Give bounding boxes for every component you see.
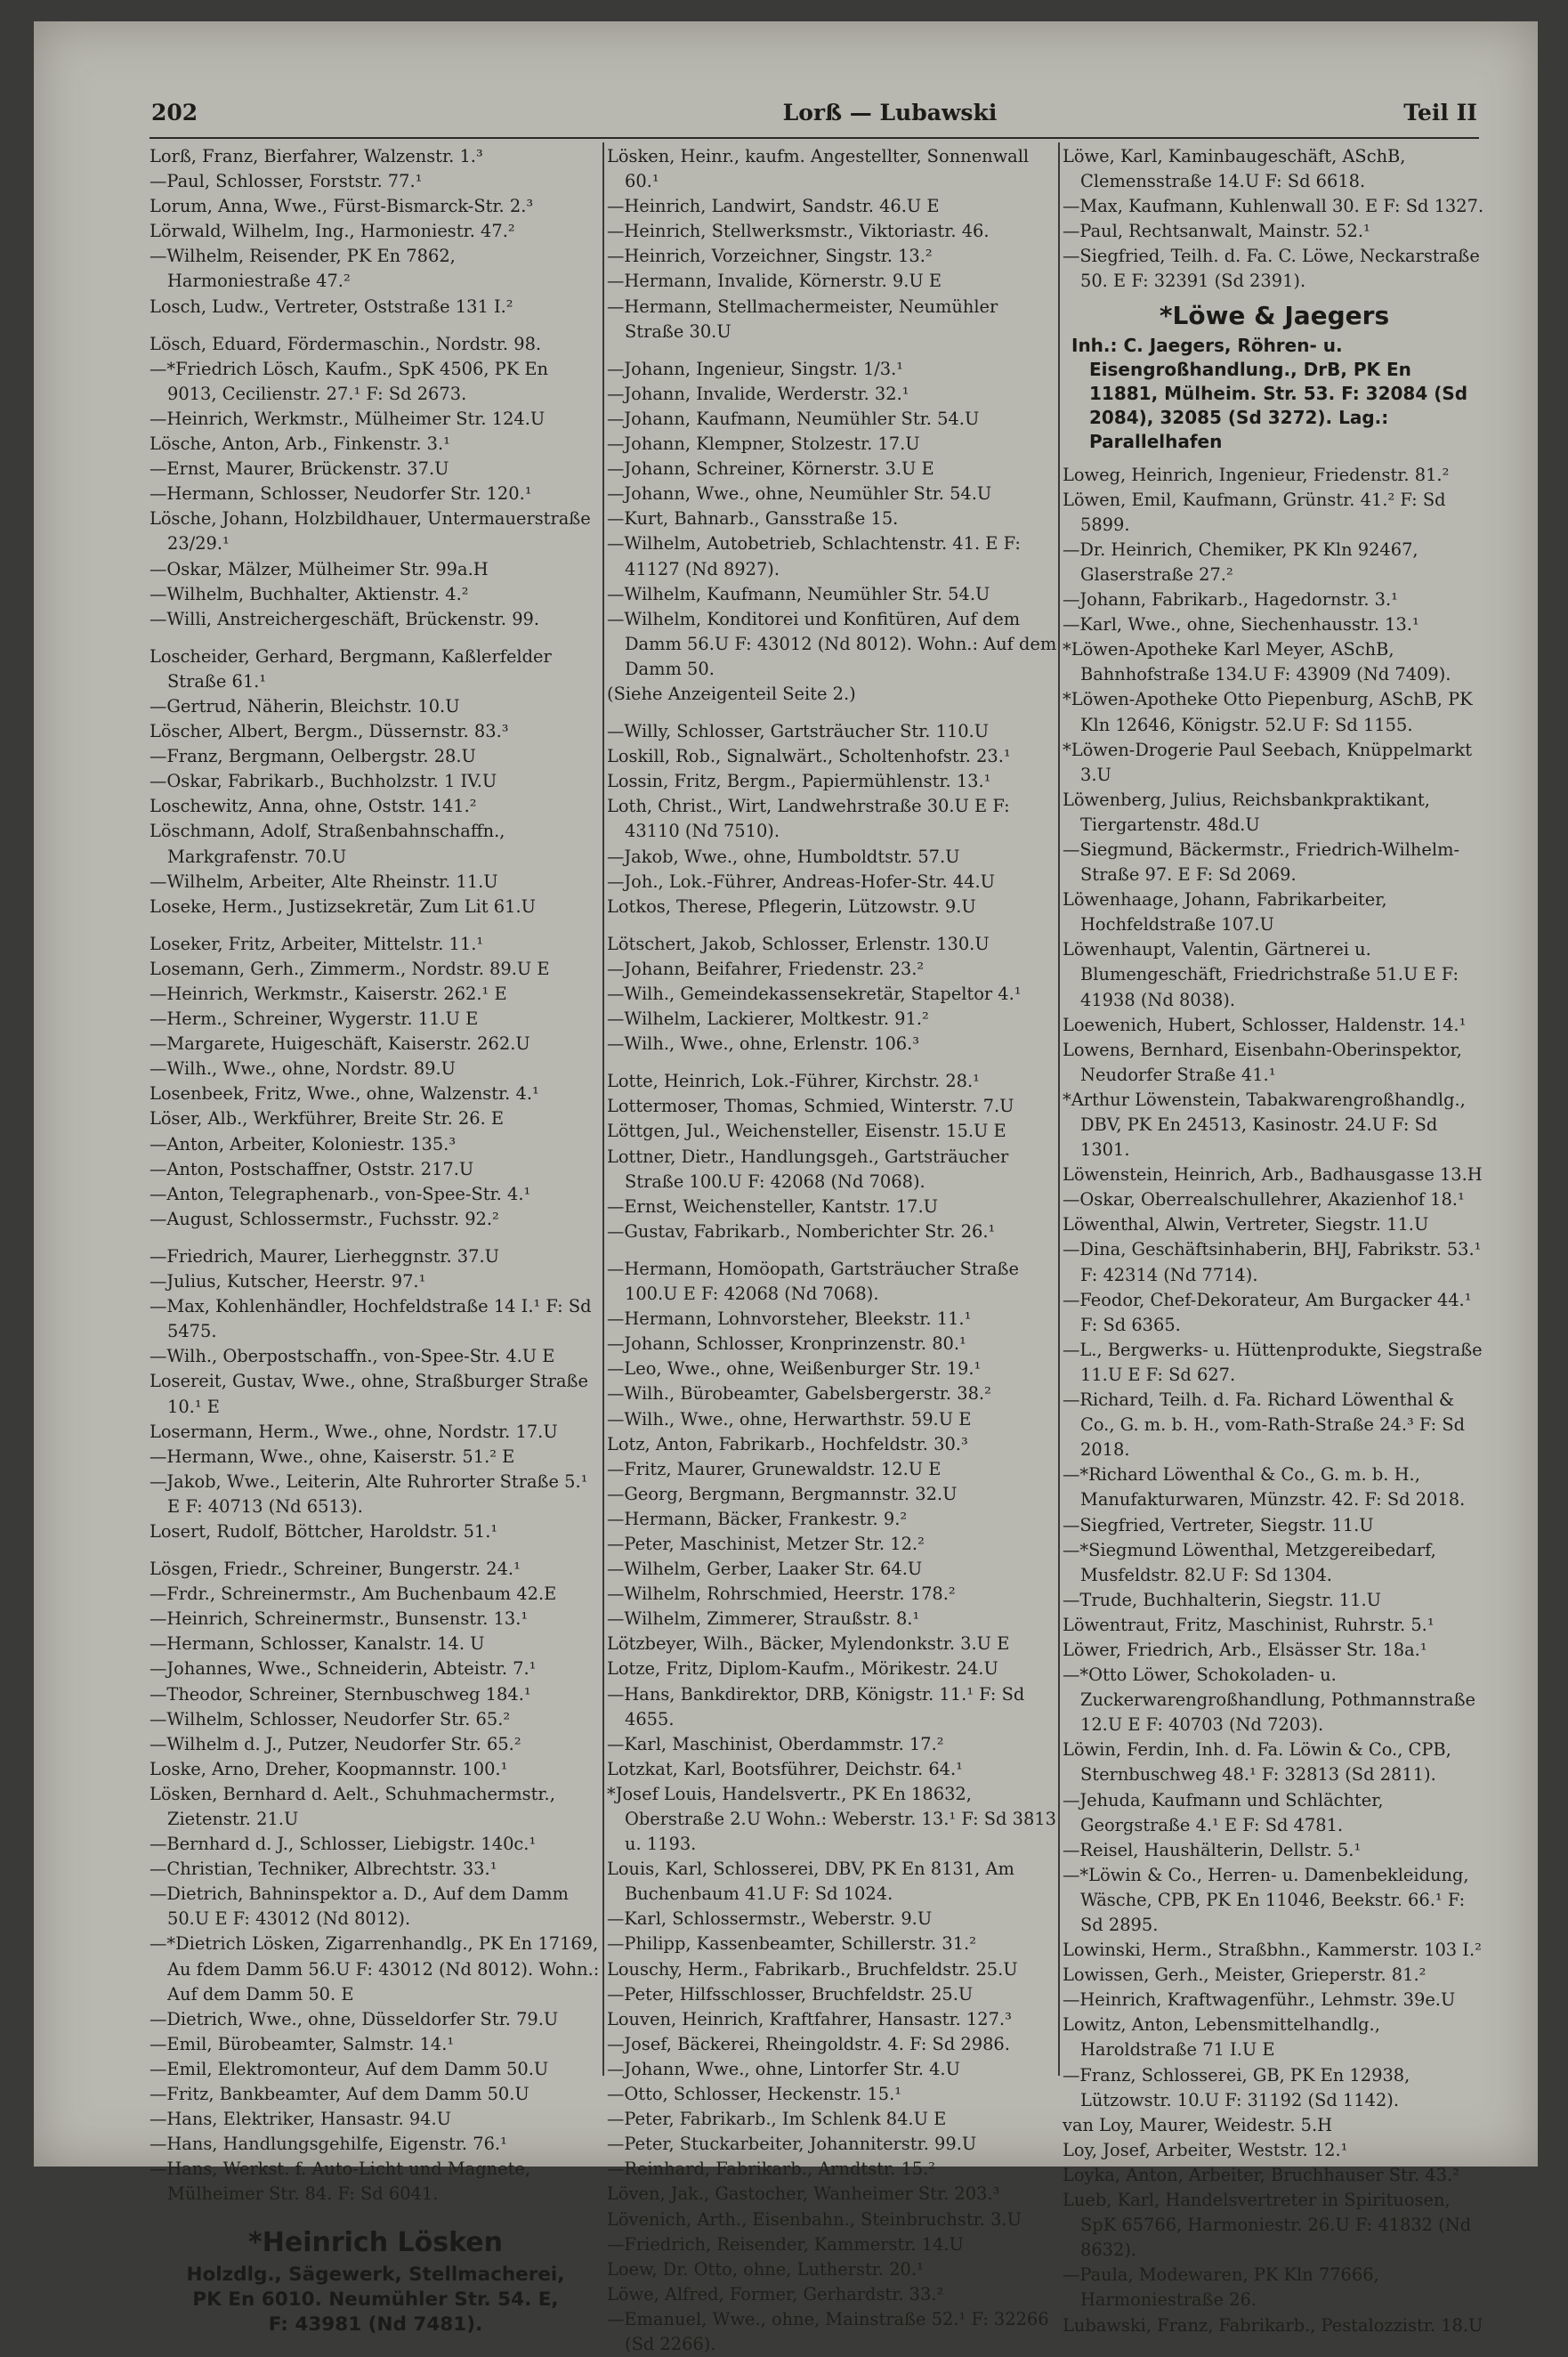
directory-entry: Loseker, Fritz, Arbeiter, Mittelstr. 11.¹: [150, 933, 484, 954]
directory-entry: —Wilhelm, Buchhalter, Aktienstr. 4.²: [150, 583, 469, 604]
directory-entry: —*Friedrich Lösch, Kaufm., SpK 4506, PK En 9013, Cecilienstr. 27.¹ F: Sd 2673.: [150, 358, 549, 404]
directory-entry: Loyka, Anton, Arbeiter, Bruchhauser Str. 43.²: [1063, 2164, 1459, 2185]
directory-entry: Lösche, Anton, Arb., Finkenstr. 3.¹: [150, 433, 450, 455]
directory-entry: —Wilhelm, Gerber, Laaker Str. 64.U: [607, 1559, 923, 1580]
directory-entry: Löwer, Friedrich, Arb., Elsässer Str. 18a.¹: [1063, 1639, 1427, 1660]
advert-title: *Löwe & Jaegers: [1159, 300, 1390, 330]
directory-entry: —Wilh., Gemeindekassensekretär, Stapeltor 4.¹: [607, 984, 1022, 1004]
directory-entry: Loscheider, Gerhard, Bergmann, Kaßlerfelder Straße 61.¹: [150, 645, 552, 692]
directory-entry: —Wilhelm, Rohrschmied, Heerstr. 178.²: [607, 1583, 956, 1605]
directory-entry: Losenbeek, Fritz, Wwe., ohne, Walzenstr. 4.¹: [150, 1083, 539, 1105]
directory-entry: —Jakob, Wwe., Leiterin, Alte Ruhrorter Straße 5.¹ E F: 40713 (Nd 6513).: [150, 1470, 588, 1517]
directory-entry: —Johann, Klempner, Stolzestr. 17.U: [607, 433, 920, 455]
entry-gap: [150, 919, 602, 932]
advert-title: *Heinrich Lösken: [248, 2226, 503, 2258]
entry-gap: [607, 919, 1059, 932]
directory-entry: —Julius, Kutscher, Heerstr. 97.¹: [150, 1271, 426, 1292]
advert-line: F: 43981 (Nd 7481).: [268, 2312, 483, 2336]
directory-entry: Lorß, Franz, Bierfahrer, Walzenstr. 1.³: [150, 146, 483, 166]
directory-entry: Lorum, Anna, Wwe., Fürst-Bismarck-Str. 2.³: [150, 196, 534, 217]
directory-entry: Lotzkat, Karl, Bootsführer, Deichstr. 64.¹: [607, 1758, 963, 1779]
entry-gap: [150, 1232, 602, 1244]
directory-entry: Löwenberg, Julius, Reichsbankpraktikant, Tiergartenstr. 48d.U: [1063, 789, 1430, 835]
directory-entry: Löwe, Karl, Kaminbaugeschäft, ASchB, Clemensstraße 14.U F: Sd 6618.: [1063, 146, 1406, 192]
directory-entry: —Bernhard d. J., Schlosser, Liebigstr. 140c.¹: [150, 1834, 537, 1855]
directory-entry: Löwenhaage, Johann, Fabrikarbeiter, Hochfeldstraße 107.U: [1063, 889, 1387, 936]
directory-entry: —Hermann, Lohnvorsteher, Bleekstr. 11.¹: [607, 1308, 972, 1330]
directory-entry: —Jehuda, Kaufmann und Schlächter, Georgstraße 4.¹ E F: Sd 4781.: [1063, 1789, 1384, 1835]
directory-entry: —Peter, Fabrikarb., Im Schlenk 84.U E: [607, 2109, 947, 2130]
directory-entry: —Oskar, Mälzer, Mülheimer Str. 99a.H: [150, 558, 489, 579]
directory-entry: —*Siegmund Löwenthal, Metzgereibedarf, Musfeldstr. 82.U F: Sd 1304.: [1063, 1539, 1436, 1585]
directory-entry: Löwenhaupt, Valentin, Gärtnerei u. Blumengeschäft, Friedrichstraße 51.U E F: 41938 (Nd 8038).: [1063, 939, 1459, 1010]
directory-entry: —Wilhelm, Schlosser, Neudorfer Str. 65.²: [150, 1708, 511, 1729]
directory-entry: —Reinhard, Fabrikarb., Arndtstr. 15.²: [607, 2159, 936, 2180]
directory-entry: Lösken, Bernhard d. Aelt., Schuhmachermstr., Zietenstr. 21.U: [150, 1783, 555, 1829]
directory-entry: —Richard, Teilh. d. Fa. Richard Löwenthal & Co., G. m. b. H., vom-Rath-Straße 24.³ F: Sd 2018.: [1063, 1389, 1466, 1461]
directory-entry: —Anton, Arbeiter, Koloniestr. 135.³: [150, 1133, 457, 1154]
directory-entry: Lotze, Fritz, Diplom-Kaufm., Mörikestr. 24.U: [607, 1658, 998, 1680]
page-header: [151, 100, 1477, 135]
directory-entry: —Siegmund, Bäckermstr., Friedrich-Wilhelm-Straße 97. E F: Sd 2069.: [1063, 838, 1460, 886]
directory-entry: —Herm., Schreiner, Wygerstr. 11.U E: [150, 1008, 479, 1030]
directory-entry: —Heinrich, Werkmstr., Kaiserstr. 262.¹ E: [150, 984, 507, 1004]
directory-entry: Louis, Karl, Schlosserei, DBV, PK En 8131, Am Buchenbaum 41.U F: Sd 1024.: [607, 1859, 1014, 1905]
directory-entry: —Max, Kohlenhändler, Hochfeldstraße 14 I.¹ F: Sd 5475.: [150, 1296, 592, 1342]
directory-entry: Löwen, Emil, Kaufmann, Grünstr. 41.² F: Sd 5899.: [1063, 489, 1446, 535]
directory-entry: Louven, Heinrich, Kraftfahrer, Hansastr. 127.³: [607, 2008, 1012, 2029]
directory-entry: Lövenich, Arth., Eisenbahn., Steinbruchstr. 3.U: [607, 2208, 1022, 2230]
directory-entry: Losereit, Gustav, Wwe., ohne, Straßburger Straße 10.¹ E: [150, 1371, 588, 1417]
directory-entry: —Johann, Schlosser, Kronprinzenstr. 80.¹: [607, 1333, 966, 1355]
directory-entry: —August, Schlossermstr., Fuchsstr. 92.²: [150, 1208, 499, 1229]
directory-entry: Löscher, Albert, Bergm., Düssernstr. 83.³: [150, 721, 509, 742]
directory-entry: —Wilhelm, Autobetrieb, Schlachtenstr. 41. E F: 41127 (Nd 8927).: [607, 533, 1021, 579]
directory-entry: —Christian, Techniker, Albrechtstr. 33.¹: [150, 1859, 497, 1880]
directory-entry: Löschmann, Adolf, Straßenbahnschaffn., Markgrafenstr. 70.U: [150, 821, 505, 867]
directory-entry: —Paul, Schlosser, Forststr. 77.¹: [150, 171, 423, 192]
page-title: Lorß — Lubawski: [782, 100, 998, 126]
directory-entry: Lösche, Johann, Holzbildhauer, Untermauerstraße 23/29.¹: [150, 508, 591, 555]
directory-entry: Lotkos, Therese, Pflegerin, Lützowstr. 9.U: [607, 895, 976, 917]
directory-entry: —Wilh., Wwe., ohne, Herwarthstr. 59.U E: [607, 1408, 972, 1430]
directory-entry: —Heinrich, Schreinermstr., Bunsenstr. 13.¹: [150, 1608, 529, 1630]
directory-entry: —Siegfried, Vertreter, Siegstr. 11.U: [1063, 1514, 1374, 1535]
directory-entry: —Wilhelm d. J., Putzer, Neudorfer Str. 65.²: [150, 1733, 521, 1754]
directory-entry: —Margarete, Huigeschäft, Kaiserstr. 262.U: [150, 1033, 530, 1055]
directory-entry: —Friedrich, Reisender, Kammerstr. 14.U: [607, 2233, 964, 2255]
directory-entry: Louschy, Herm., Fabrikarb., Bruchfeldstr. 25.U: [607, 1958, 1018, 1980]
directory-entry: —Willy, Schlosser, Gartsträucher Str. 110.U: [607, 721, 990, 742]
advert-heinrich-losken: [150, 2223, 602, 2337]
directory-entry: —Hermann, Stellmachermeister, Neumühler Straße 30.U: [607, 296, 998, 342]
directory-entry: —*Dietrich Lösken, Zigarrenhandlg., PK En 17169, Au fdem Damm 56.U F: 43012 (Nd 8012). Wohn.: Auf dem Damm 50. E: [150, 1933, 600, 2005]
column-2: [607, 144, 1059, 2354]
directory-entry: Lörwald, Wilhelm, Ing., Harmoniestr. 47.²: [150, 221, 515, 242]
directory-entry: —Dietrich, Wwe., ohne, Düsseldorfer Str. 79.U: [150, 2008, 559, 2029]
directory-entry: —Wilhelm, Kaufmann, Neumühler Str. 54.U: [607, 583, 990, 604]
directory-entry: *Josef Louis, Handelsvertr., PK En 18632, Oberstraße 2.U Wohn.: Weberstr. 13.¹ F: Sd 3813 u. 1193.: [607, 1783, 1056, 1855]
directory-entry: —Peter, Maschinist, Metzer Str. 12.²: [607, 1533, 925, 1554]
directory-entry: —Dina, Geschäftsinhaberin, BHJ, Fabrikstr. 53.¹ F: 42314 (Nd 7714).: [1063, 1239, 1482, 1285]
directory-entry: Lösken, Heinr., kaufm. Angestellter, Sonnenwall 60.¹: [607, 146, 1030, 192]
directory-entry: *Arthur Löwenstein, Tabakwarengroßhandlg., DBV, PK En 24513, Kasinostr. 24.U F: Sd 1301.: [1063, 1089, 1466, 1161]
page-number: 202: [151, 100, 198, 126]
directory-entry: —Paula, Modewaren, PK Kln 77666, Harmoniestraße 26.: [1063, 2264, 1379, 2311]
directory-entry: —Wilh., Oberpostschaffn., von-Spee-Str. 4.U E: [150, 1346, 555, 1367]
directory-entry: —Otto, Schlosser, Heckenstr. 15.¹: [607, 2084, 902, 2105]
entry-gap: [150, 1544, 602, 1557]
directory-entry: —Heinrich, Landwirt, Sandstr. 46.U E: [607, 196, 940, 217]
directory-entry: —Hermann, Bäcker, Frankestr. 9.²: [607, 1508, 908, 1529]
directory-entry: Lötzbeyer, Wilh., Bäcker, Mylendonkstr. 3.U E: [607, 1633, 1010, 1655]
directory-entry: —Wilhelm, Zimmerer, Straußstr. 8.¹: [607, 1608, 920, 1630]
directory-entry: —Wilh., Bürobeamter, Gabelsbergerstr. 38.²: [607, 1383, 991, 1405]
directory-entry: —Heinrich, Werkmstr., Mülheimer Str. 124.U: [150, 408, 546, 429]
directory-entry: —Feodor, Chef-Dekorateur, Am Burgacker 44.¹ F: Sd 6365.: [1063, 1289, 1472, 1335]
directory-entry: Löwe, Alfred, Former, Gerhardstr. 33.²: [607, 2283, 944, 2304]
directory-entry: Lowinski, Herm., Straßbhn., Kammerstr. 103 I.²: [1063, 1940, 1482, 1961]
column-3-entries: [1063, 463, 1486, 2338]
directory-entry: —Johann, Ingenieur, Singstr. 1/3.¹: [607, 358, 904, 379]
directory-entry: Löwin, Ferdin, Inh. d. Fa. Löwin & Co., CPB, Sternbuschweg 48.¹ F: 32813 (Sd 2811).: [1063, 1739, 1451, 1786]
directory-entry: Lueb, Karl, Handelsvertreter in Spirituosen, SpK 65766, Harmoniestr. 26.U F: 41832 (Nd 8632).: [1063, 2190, 1472, 2261]
entry-gap: [607, 344, 1059, 357]
directory-entry: —Josef, Bäckerei, Rheingoldstr. 4. F: Sd 2986.: [607, 2033, 1010, 2054]
directory-entry: —Hermann, Homöopath, Gartsträucher Straße 100.U E F: 42068 (Nd 7068).: [607, 1258, 1019, 1305]
directory-entry: —Johann, Schreiner, Körnerstr. 3.U E: [607, 458, 934, 480]
directory-entry: Löwenstein, Heinrich, Arb., Badhausgasse 13.H: [1063, 1164, 1483, 1186]
directory-entry: —Fritz, Bankbeamter, Auf dem Damm 50.U: [150, 2084, 529, 2105]
directory-entry: —Johann, Fabrikarb., Hagedornstr. 3.¹: [1063, 589, 1398, 611]
directory-entry: —Hermann, Schlosser, Kanalstr. 14. U: [150, 1633, 485, 1655]
directory-entry: Loew, Dr. Otto, ohne, Lutherstr. 20.¹: [607, 2258, 924, 2280]
directory-entry: Losert, Rudolf, Böttcher, Haroldstr. 51.¹: [150, 1520, 498, 1542]
directory-entry: Lösgen, Friedr., Schreiner, Bungerstr. 24.¹: [150, 1559, 521, 1580]
page-part: Teil II: [1403, 100, 1477, 126]
directory-entry: —Emil, Bürobeamter, Salmstr. 14.¹: [150, 2033, 455, 2054]
directory-entry: —Karl, Maschinist, Oberdammstr. 17.²: [607, 1733, 944, 1754]
directory-entry: Loth, Christ., Wirt, Landwehrstraße 30.U E F: 43110 (Nd 7510).: [607, 796, 1010, 842]
directory-entry: Lotte, Heinrich, Lok.-Führer, Kirchstr. 28.¹: [607, 1071, 980, 1092]
directory-entry: Losermann, Herm., Wwe., ohne, Nordstr. 17.U: [150, 1421, 558, 1442]
directory-entry: —Johann, Beifahrer, Friedenstr. 23.²: [607, 958, 925, 979]
directory-entry: —Hans, Handlungsgehilfe, Eigenstr. 76.¹: [150, 2134, 507, 2155]
directory-entry: —Emil, Elektromonteur, Auf dem Damm 50.U: [150, 2058, 549, 2079]
directory-entry: Loweg, Heinrich, Ingenieur, Friedenstr. 81.²: [1063, 464, 1450, 485]
directory-entry: —Gustav, Fabrikarb., Nomberichter Str. 26.¹: [607, 1220, 996, 1242]
directory-entry: —Kurt, Bahnarb., Gansstraße 15.: [607, 508, 899, 530]
directory-entry: —Heinrich, Stellwerksmstr., Viktoriastr. 46.: [607, 221, 990, 242]
directory-entry: —Heinrich, Vorzeichner, Singstr. 13.²: [607, 246, 933, 267]
directory-entry: Loy, Josef, Arbeiter, Weststr. 12.¹: [1063, 2139, 1348, 2160]
directory-entry: Lossin, Fritz, Bergm., Papiermühlenstr. 13.¹: [607, 771, 991, 792]
directory-entry: Lowitz, Anton, Lebensmittelhandlg., Haroldstraße 71 I.U E: [1063, 2014, 1380, 2061]
directory-entry: —Anton, Postschaffner, Oststr. 217.U: [150, 1158, 474, 1179]
directory-entry: —Theodor, Schreiner, Sternbuschweg 184.¹: [150, 1683, 531, 1705]
directory-entry: —Fritz, Maurer, Grunewaldstr. 12.U E: [607, 1458, 942, 1479]
directory-entry: —Johann, Wwe., ohne, Neumühler Str. 54.U: [607, 483, 992, 505]
directory-entry: —Wilhelm, Arbeiter, Alte Rheinstr. 11.U: [150, 871, 498, 892]
directory-entry: —Leo, Wwe., ohne, Weißenburger Str. 19.¹: [607, 1358, 982, 1380]
directory-entry: Löser, Alb., Werkführer, Breite Str. 26. E: [150, 1108, 505, 1130]
directory-entry: —Willi, Anstreichergeschäft, Brückenstr. 99.: [150, 608, 540, 629]
directory-entry: —L., Bergwerks- u. Hüttenprodukte, Siegstraße 11.U E F: Sd 627.: [1063, 1339, 1483, 1385]
directory-entry: —*Richard Löwenthal & Co., G. m. b. H., Manufakturwaren, Münzstr. 42. F: Sd 2018.: [1063, 1464, 1466, 1511]
directory-entry: —Ernst, Maurer, Brückenstr. 37.U: [150, 458, 449, 480]
entry-gap: [150, 320, 602, 332]
column-1: [150, 144, 602, 2336]
directory-entry: —Wilhelm, Reisender, PK En 7862, Harmoniestraße 47.²: [150, 246, 456, 292]
directory-entry: —Wilh., Wwe., ohne, Nordstr. 89.U: [150, 1058, 457, 1080]
column-2-entries: [607, 144, 1059, 2357]
column-3-entries-top: [1063, 144, 1486, 295]
directory-entry: *Löwen-Drogerie Paul Seebach, Knüppelmarkt 3.U: [1063, 739, 1473, 785]
directory-entry: Löttgen, Jul., Weichensteller, Eisenstr. 15.U E: [607, 1121, 1006, 1142]
entry-gap: [607, 1244, 1059, 1257]
directory-entry: Lottermoser, Thomas, Schmied, Winterstr. 7.U: [607, 1096, 1014, 1117]
directory-entry: —Karl, Wwe., ohne, Siechenhausstr. 13.¹: [1063, 614, 1419, 636]
directory-entry: —Georg, Bergmann, Bergmannstr. 32.U: [607, 1483, 958, 1504]
directory-entry: —Peter, Stuckarbeiter, Johanniterstr. 99.U: [607, 2134, 977, 2155]
directory-entry: —*Otto Löwer, Schokoladen- u. Zuckerwarengroßhandlung, Pothmannstraße 12.U E F: 40703 (Nd 7203).: [1063, 1664, 1476, 1736]
directory-entry: —Jakob, Wwe., ohne, Humboldtstr. 57.U: [607, 846, 960, 867]
directory-entry: —Hans, Werkst. f. Auto-Licht und Magnete, Mülheimer Str. 84. F: Sd 6041.: [150, 2159, 531, 2205]
directory-entry: —Hans, Elektriker, Hansastr. 94.U: [150, 2109, 452, 2130]
advert-lowe-jaegers: [1063, 298, 1486, 454]
directory-entry: —Franz, Bergmann, Oelbergstr. 28.U: [150, 746, 476, 767]
directory-entry: —Frdr., Schreinermstr., Am Buchenbaum 42.E: [150, 1583, 557, 1605]
directory-entry: —Johannes, Wwe., Schneiderin, Abteistr. 7.¹: [150, 1658, 537, 1680]
column-3: [1063, 144, 1486, 2336]
advert-line: Inh.: C. Jaegers, Röhren- u. Eisengroßhandlung., DrB, PK En 11881, Mülheim. Str. 53. F: 32084 (Sd 2084), 32085 (Sd 3272). Lag.: Parallelhafen: [1071, 334, 1468, 452]
directory-entry: Loseke, Herm., Justizsekretär, Zum Lit 61.U: [150, 895, 536, 917]
directory-entry: Lottner, Dietr., Handlungsgeh., Gartsträucher Straße 100.U F: 42068 (Nd 7068).: [607, 1146, 1009, 1192]
entry-gap: [150, 632, 602, 644]
directory-entry: Losemann, Gerh., Zimmerm., Nordstr. 89.U E: [150, 958, 550, 979]
directory-entry: —Emanuel, Wwe., ohne, Mainstraße 52.¹ F: 32266 (Sd 2266).: [607, 2308, 1049, 2354]
directory-entry: —Heinrich, Kraftwagenführ., Lehmstr. 39e.U: [1063, 1989, 1456, 2011]
directory-entry: —Wilhelm, Konditorei und Konfitüren, Auf dem Damm 56.U F: 43012 (Nd 8012). Wohn.: Auf dem Damm 50.: [607, 608, 1057, 679]
column-1-entries: [150, 144, 602, 2207]
directory-entry: Löwenthal, Alwin, Vertreter, Siegstr. 11.U: [1063, 1214, 1429, 1235]
directory-entry: —Gertrud, Näherin, Bleichstr. 10.U: [150, 695, 460, 717]
directory-entry: —Hermann, Wwe., ohne, Kaiserstr. 51.² E: [150, 1446, 515, 1467]
directory-entry: (Siehe Anzeigenteil Seite 2.): [607, 683, 856, 704]
directory-entry: Löven, Jak., Gastocher, Wanheimer Str. 203.³: [607, 2183, 1000, 2205]
directory-entry: —Reisel, Haushälterin, Dellstr. 5.¹: [1063, 1839, 1362, 1860]
directory-entry: —Friedrich, Maurer, Lierheggnstr. 37.U: [150, 1245, 499, 1267]
directory-entry: Lösch, Eduard, Fördermaschin., Nordstr. 98.: [150, 333, 542, 354]
entry-gap: [607, 1057, 1059, 1069]
directory-entry: —Oskar, Fabrikarb., Buchholzstr. 1 IV.U: [150, 771, 497, 792]
directory-entry: Lowens, Bernhard, Eisenbahn-Oberinspektor, Neudorfer Straße 41.¹: [1063, 1039, 1462, 1085]
directory-entry: —Johann, Wwe., ohne, Lintorfer Str. 4.U: [607, 2058, 960, 2079]
directory-entry: —Peter, Hilfsschlosser, Bruchfeldstr. 25.U: [607, 1983, 974, 2005]
directory-entry: —Wilhelm, Lackierer, Moltkestr. 91.²: [607, 1008, 929, 1030]
directory-entry: —Franz, Schlosserei, GB, PK En 12938, Lützowstr. 10.U F: 31192 (Sd 1142).: [1063, 2064, 1410, 2110]
header-rule: [150, 137, 1479, 139]
directory-entry: —Hermann, Schlosser, Neudorfer Str. 120.¹: [150, 483, 532, 505]
directory-entry: Loschewitz, Anna, ohne, Oststr. 141.²: [150, 796, 477, 817]
directory-entry: van Loy, Maurer, Weidestr. 5.H: [1063, 2114, 1333, 2135]
directory-entry: —Karl, Schlossermstr., Weberstr. 9.U: [607, 1908, 933, 1930]
entry-gap: [607, 707, 1059, 719]
directory-entry: —Paul, Rechtsanwalt, Mainstr. 52.¹: [1063, 221, 1370, 242]
directory-entry: —Johann, Invalide, Werderstr. 32.¹: [607, 383, 909, 404]
directory-entry: Lowissen, Gerh., Meister, Grieperstr. 81.²: [1063, 1964, 1427, 1986]
directory-entry: —Hermann, Invalide, Körnerstr. 9.U E: [607, 271, 942, 292]
directory-entry: —Oskar, Oberrealschullehrer, Akazienhof 18.¹: [1063, 1189, 1465, 1211]
directory-entry: —Wilh., Wwe., ohne, Erlenstr. 106.³: [607, 1033, 920, 1055]
directory-entry: *Löwen-Apotheke Otto Piepenburg, ASchB, PK Kln 12646, Königstr. 52.U F: Sd 1155.: [1063, 689, 1473, 735]
directory-entry: Loskill, Rob., Signalwärt., Scholtenhofstr. 23.¹: [607, 746, 1011, 767]
directory-entry: —Ernst, Weichensteller, Kantstr. 17.U: [607, 1195, 938, 1217]
directory-entry: Lotz, Anton, Fabrikarb., Hochfeldstr. 30.³: [607, 1433, 968, 1454]
directory-entry: Lubawski, Franz, Fabrikarb., Pestalozzistr. 18.U: [1063, 2314, 1483, 2336]
directory-entry: Loske, Arno, Dreher, Koopmannstr. 100.¹: [150, 1758, 508, 1779]
directory-entry: —Philipp, Kassenbeamter, Schillerstr. 31.²: [607, 1933, 976, 1955]
directory-entry: Loewenich, Hubert, Schlosser, Haldenstr. 14.¹: [1063, 1014, 1467, 1035]
directory-entry: —Max, Kaufmann, Kuhlenwall 30. E F: Sd 1327.: [1063, 196, 1484, 217]
directory-entry: Löwentraut, Fritz, Maschinist, Ruhrstr. 5.¹: [1063, 1614, 1435, 1635]
advert-line: Holzdlg., Sägewerk, Stellmacherei,: [186, 2263, 565, 2286]
column-divider-1: [602, 142, 604, 2076]
directory-entry: —Dietrich, Bahninspektor a. D., Auf dem Damm 50.U E F: 43012 (Nd 8012).: [150, 1883, 569, 1930]
directory-entry: —Johann, Kaufmann, Neumühler Str. 54.U: [607, 408, 980, 429]
directory-entry: —Trude, Buchhalterin, Siegstr. 11.U: [1063, 1589, 1381, 1610]
directory-entry: *Löwen-Apotheke Karl Meyer, ASchB, Bahnhofstraße 134.U F: 43909 (Nd 7409).: [1063, 639, 1451, 685]
advert-line: PK En 6010. Neumühler Str. 54. E,: [192, 2288, 559, 2311]
directory-entry: —Joh., Lok.-Führer, Andreas-Hofer-Str. 44.U: [607, 871, 995, 892]
directory-entry: —Dr. Heinrich, Chemiker, PK Kln 92467, Glaserstraße 27.²: [1063, 539, 1418, 585]
directory-entry: Losch, Ludw., Vertreter, Oststraße 131 I.²: [150, 296, 513, 317]
directory-entry: —Anton, Telegraphenarb., von-Spee-Str. 4.¹: [150, 1183, 531, 1204]
directory-entry: —Siegfried, Teilh. d. Fa. C. Löwe, Neckarstraße 50. E F: 32391 (Sd 2391).: [1063, 246, 1480, 292]
directory-entry: —Hans, Bankdirektor, DRB, Königstr. 11.¹ F: Sd 4655.: [607, 1683, 1025, 1729]
directory-entry: —*Löwin & Co., Herren- u. Damenbekleidung, Wäsche, CPB, PK En 11046, Beekstr. 66.¹ F: Sd 2895.: [1063, 1864, 1469, 1935]
directory-entry: Lötschert, Jakob, Schlosser, Erlenstr. 130.U: [607, 933, 990, 954]
